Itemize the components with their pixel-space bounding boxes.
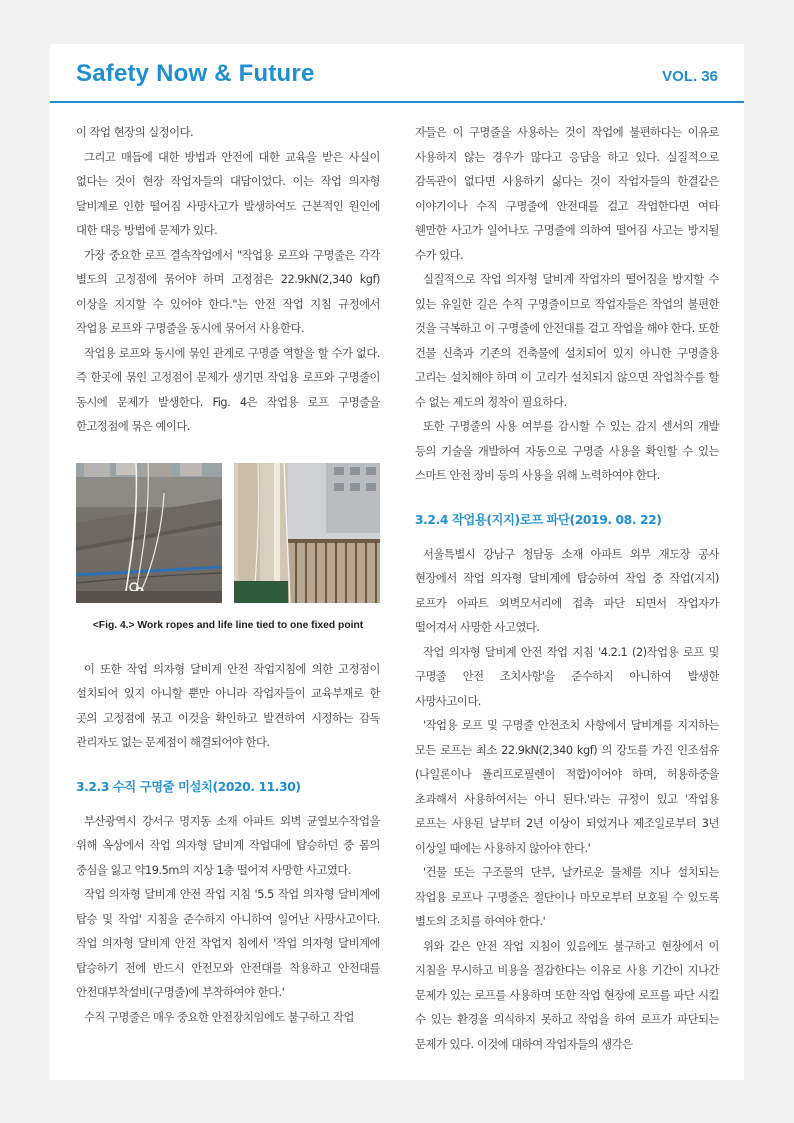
paragraph: 수직 구명줄은 매우 중요한 안전장치임에도 불구하고 작업 [84, 1010, 354, 1024]
paragraph: 이 작업 현장의 실정이다. [76, 126, 194, 139]
paragraph: 서울특별시 강남구 청담동 소재 아파트 외부 재도장 공사 현장에서 작업 의자형 달비계에 탑승하여 작업 중 작업(지지)로프가 아파트 외벽모서리에 접촉 파단 되면서 작업자가 떨어져서 사망한 사고였다. [415, 547, 719, 634]
header-divider [50, 101, 744, 103]
paragraph: 그리고 매듭에 대한 방법과 안전에 대한 교육을 받은 사실이 없다는 것이 현장 작업자들의 대답이었다. 이는 작업 의자형 달비계로 인한 떨어짐 사망사고가 발생하여도 근본적인 원인에 대한 대응 방법에 문제가 있다. [76, 150, 380, 237]
paragraph: 이 또한 작업 의자형 달비계 안전 작업지침에 의한 고정점이 설치되어 있지 아니할 뿐만 아니라 작업자들이 교육부재로 한 곳의 고정점에 묶고 이것을 확인하고 발견하여 시정하는 감독 관리자도 없는 문제점이 해결되어야 한다. [76, 662, 380, 749]
volume-number: VOL. 36 [662, 68, 718, 85]
journal-page [50, 44, 744, 1080]
figure-4 [76, 463, 380, 603]
paragraph: 작업 의자형 달비계 안전 작업 지침 '5.5 작업 의자형 달비계에 탑승 및 작업' 지침을 준수하지 아니하여 일어난 사망사고이다. 작업 의자형 달비계 안전 작업지 침에서 '작업 의자형 달비계에 탑승하기 전에 반드시 안전모와 안전대를 착용하고 안전대를 안전대부착설비(구명줄)에 부착하여야 한다.' [76, 888, 380, 999]
paragraph: 가장 중요한 로프 결속작업에서 "작업용 로프와 구명줄은 각각 별도의 고정점에 묶어야 하며 고정점은 22.9kN(2,340 kgf) 이상을 지지할 수 있어야 한다."는 안전 작업 지침 규정에서 작업용 로프와 구명줄을 동시에 묶어서 사용한다. [76, 248, 380, 335]
paragraph: 위와 같은 안전 작업 지침이 있음에도 불구하고 현장에서 이 지침을 무시하고 비용을 절감한다는 이유로 사용 기간이 지나간 문제가 있는 로프를 사용하며 또한 작업 현장에 로프를 파단 시킬 수 있는 환경을 의식하지 못하고 작업을 하여 로프가 파단되는 문제가 있다. 이것에 대하여 작업자들의 생각은 [415, 939, 719, 1051]
paragraph: 작업 의자형 달비계 안전 작업 지침 '4.2.1 (2)작업용 로프 및 구명줄 안전 조치사항'을 준수하지 아니하여 발생한 사망사고이다. [415, 645, 719, 708]
figure-caption: <Fig. 4.> Work ropes and life line tied to one fixed point [92, 619, 364, 631]
balcony-rope-photo [234, 463, 380, 603]
right-column [415, 121, 719, 1057]
paragraph: 부산광역시 강서구 명지동 소재 아파트 외벽 균열보수작업을 위해 옥상에서 작업 의자형 달비계 작업대에 탑승하던 중 몸의 중심을 잃고 약19.5m의 지상 1층 떨어져 사망한 사고였다. [76, 814, 380, 877]
section-heading: 3.2.3 수직 구명줄 미설치(2020. 11.30) [76, 779, 301, 794]
paragraph: '건물 또는 구조물의 단부, 날카로운 물체를 지나 설치되는 작업용 로프나 구명줄은 절단이나 마모로부터 보호될 수 있도록 별도의 조치를 하여야 한다.' [415, 866, 719, 928]
paragraph: 자들은 이 구명줄을 사용하는 것이 작업에 불편하다는 이유로 사용하지 않는 경우가 많다고 응답을 하고 있다. 실질적으로 감독관이 없다면 사용하기 싫다는 것이 작업자들의 한결같은 이야기이나 수직 구명줄에 안전대를 걸고 작업한다면 여타 웬만한 사고가 일어나도 구명줄에 의하여 떨어짐 사고는 방지될 수가 있다. [415, 126, 719, 262]
left-column [76, 121, 380, 1030]
paragraph: 또한 구명줄의 사용 여부를 감시할 수 있는 감지 센서의 개발 등의 기술을 개발하여 자동으로 구명줄 사용을 확인할 수 있는 스마트 안전 장비 등의 사용을 위해 노력하여야 한다. [415, 420, 719, 482]
paragraph: '작업용 로프 및 구명줄 안전조치 사항에서 달비계를 지지하는 모든 로프는 최소 22.9kN(2,340 kgf) 의 강도를 가진 인조섬유(나일론이나 폴리프로필렌이 적합)이어야 하며, 허용하중을 초과해서 사용하여서는 아니 된다.'라는 규정이 있고 '작업용 로프는 사용된 날부터 2년 이상이 되었거나 제조일로부터 3년 이상일 때에는 사용하지 않아야 한다.' [415, 719, 719, 855]
page-header [50, 44, 744, 102]
rooftop-rope-photo [76, 463, 222, 603]
paragraph: 작업용 로프와 동시에 묶인 관계로 구명줄 역할을 할 수가 없다. 즉 한곳에 묶인 고정점이 문제가 생기면 작업용 로프와 구명줄이 동시에 문제가 발생한다. Fig. 4은 작업용 로프 구명줄을 한고정점에 묶은 예이다. [76, 346, 380, 433]
section-heading: 3.2.4 작업용(지지)로프 파단(2019. 08. 22) [415, 512, 662, 527]
paragraph: 실질적으로 작업 의자형 달비계 작업자의 떨어짐을 방지할 수 있는 유일한 길은 수직 구명줄이므로 작업자들은 작업의 불편한 것을 극복하고 이 구명줄에 안전대를 걸고 작업을 해야 한다. 또한 건물 신축과 기존의 건축물에 설치되어 있지 아니한 구명줄용 고리는 설치해야 하며 이 고리가 설치되지 않으면 작업착수를 할 수 없는 제도의 정착이 필요하다. [415, 273, 719, 409]
journal-title: Safety Now & Future [76, 60, 315, 87]
